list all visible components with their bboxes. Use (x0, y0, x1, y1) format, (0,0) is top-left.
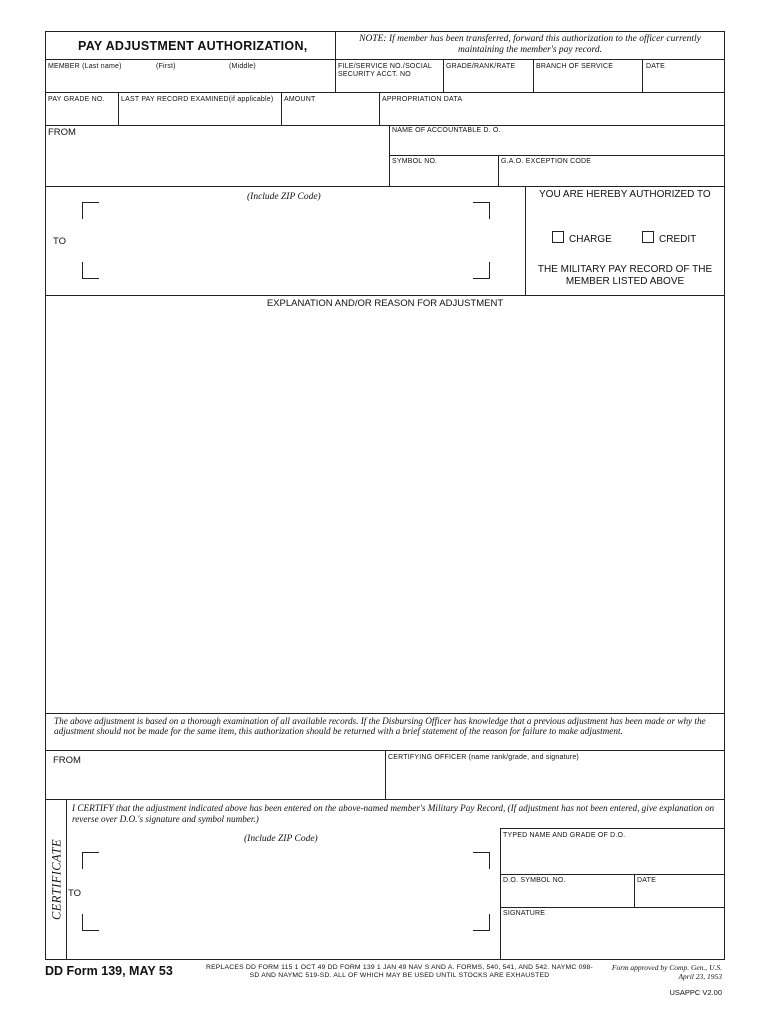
row1-top (45, 59, 725, 60)
row4-top (45, 186, 725, 187)
symbol-no-label: SYMBOL NO. (392, 158, 438, 165)
pay-grade-field[interactable] (46, 106, 117, 124)
grade-rank-field[interactable] (444, 72, 532, 91)
from-label: FROM (48, 127, 76, 138)
military-record-label: THE MILITARY PAY RECORD OF THE MEMBER LISTED ABOVE (537, 264, 713, 287)
divider (500, 828, 725, 829)
certificate-divider (66, 799, 67, 960)
typed-name-field[interactable] (501, 842, 723, 872)
gao-label: G.A.O. EXCEPTION CODE (501, 158, 592, 165)
branch-label: BRANCH OF SERVICE (536, 63, 614, 70)
member-middle-label: (Middle) (229, 63, 256, 70)
address-corner-tl (82, 202, 99, 219)
to-label: TO (53, 236, 67, 247)
file-ssn-field[interactable] (336, 80, 442, 91)
certifying-officer-field[interactable] (386, 764, 723, 797)
cert-corner-tl (82, 852, 99, 869)
to2-label: TO (68, 888, 82, 899)
appropriation-label: APPROPRIATION DATA (382, 96, 463, 103)
row5-top (45, 295, 725, 296)
include-zip2-label: (Include ZIP Code) (244, 834, 318, 844)
grade-rank-label: GRADE/RANK/RATE (446, 63, 516, 70)
cert-to-address-field[interactable] (100, 860, 470, 920)
gao-field[interactable] (499, 168, 723, 185)
row3-top (45, 125, 725, 126)
symbol-no-field[interactable] (390, 168, 497, 185)
frame-right (724, 31, 725, 960)
accountable-label: NAME OF ACCOUNTABLE D. O. (392, 127, 501, 134)
member-name-field[interactable] (46, 72, 334, 91)
branch-field[interactable] (534, 72, 641, 91)
transfer-note: NOTE: If member has been transferred, forward this authorization to the officer currently maintaining the member's pay record. (359, 34, 701, 55)
replaces-note: REPLACES DD FORM 115 1 OCT 49 DD FORM 139 1 JAN 49 NAV S AND A. FORMS, 540, 541, AND 542. NAYMC 098-SD AND NAYMC 519-SD. ALL OF WHICH MAY BE USED UNTIL STOCKS ARE EXHAUSTED (205, 964, 594, 979)
certify-statement: I CERTIFY that the adjustment indicated above has been entered on the above-named member's Military Pay Record, (If adjustment has not been entered, give explanation on reverse over D.O.'s signature and symbol number.) (72, 803, 715, 824)
to-address-field[interactable] (100, 210, 470, 270)
member-first-label: (First) (156, 63, 176, 70)
row6-top (45, 713, 725, 714)
divider (525, 186, 526, 296)
charge-checkbox[interactable] (552, 231, 564, 243)
title-divider (335, 31, 336, 60)
divider (500, 907, 725, 908)
row2-top (45, 92, 725, 93)
signature-field[interactable] (501, 920, 723, 957)
credit-checkbox[interactable] (642, 231, 654, 243)
cert-corner-tr (473, 852, 490, 869)
from2-field[interactable] (46, 767, 384, 797)
amount-field[interactable] (282, 106, 378, 124)
member-last-label: MEMBER (Last name) (48, 63, 122, 70)
from2-label: FROM (53, 755, 81, 766)
form-title: PAY ADJUSTMENT AUTHORIZATION, (78, 39, 308, 53)
amount-label: AMOUNT (284, 96, 316, 103)
include-zip-label: (Include ZIP Code) (247, 192, 321, 202)
appropriation-field[interactable] (380, 106, 723, 124)
approval-note: Form approved by Comp. Gen., U.S. April 23, 1953 (611, 963, 722, 981)
charge-label: CHARGE (569, 234, 612, 245)
last-pay-record-label: LAST PAY RECORD EXAMINED(if applicable) (121, 96, 274, 103)
address-corner-br (473, 262, 490, 279)
certificate-vertical-label: CERTIFICATE (49, 838, 64, 921)
do-symbol-label: D.O. SYMBOL NO. (503, 877, 566, 884)
authorized-label: YOU ARE HEREBY AUTHORIZED TO (539, 189, 711, 200)
divider (389, 155, 725, 156)
explanation-heading: EXPLANATION AND/OR REASON FOR ADJUSTMENT (266, 298, 504, 309)
explanation-field[interactable] (47, 312, 723, 710)
form-number: DD Form 139, MAY 53 (45, 964, 173, 978)
credit-label: CREDIT (659, 234, 697, 245)
typed-name-label: TYPED NAME AND GRADE OF D.O. (503, 832, 626, 839)
file-ssn-label: FILE/SERVICE NO./SOCIAL SECURITY ACCT. NO (338, 63, 432, 78)
do-symbol-field[interactable] (501, 887, 632, 905)
certifying-officer-label: CERTIFYING OFFICER (name rank/grade, and signature) (388, 754, 579, 761)
address-corner-tr (473, 202, 490, 219)
date-field[interactable] (643, 72, 723, 91)
row8-top (45, 799, 725, 800)
version-label: USAPPC V2.00 (669, 988, 722, 997)
charge-option[interactable] (552, 231, 612, 245)
frame-bottom (45, 959, 725, 960)
date2-label: DATE (637, 877, 656, 884)
accountable-field[interactable] (390, 136, 723, 154)
date-label: DATE (646, 63, 665, 70)
from-field[interactable] (46, 140, 388, 185)
divider (500, 874, 725, 875)
last-pay-record-field[interactable] (119, 106, 280, 124)
address-corner-bl (82, 262, 99, 279)
pay-grade-label: PAY GRADE NO. (48, 96, 105, 103)
frame-top (45, 31, 725, 32)
cert-corner-br (473, 914, 490, 931)
credit-option[interactable] (642, 231, 696, 245)
date2-field[interactable] (635, 887, 723, 905)
above-adjustment-note: The above adjustment is based on a thorough examination of all available records. If the Disbursing Officer has knowledge that a previous adjustment has been made or why the adjustment should not be made for the same item, this authorization should be returned with a brief statement of the reason for failure to make adjustment. (54, 716, 706, 737)
cert-corner-bl (82, 914, 99, 931)
signature-label: SIGNATURE (503, 910, 546, 917)
